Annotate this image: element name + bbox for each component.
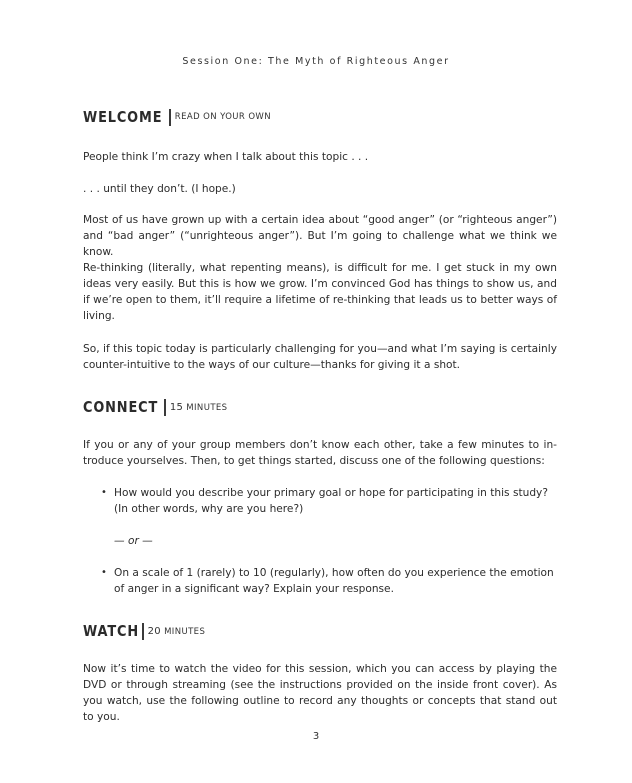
watch-minutes-label: MINUTES — [164, 626, 206, 637]
connect-question-1 — [101, 485, 557, 517]
welcome-paragraph-2: . . . until they don’t. (I hope.) — [83, 183, 236, 195]
heading-divider — [169, 109, 171, 126]
heading-divider — [142, 623, 144, 640]
welcome-title: WELCOME — [83, 108, 163, 126]
connect-question-1-text: How would you describe your primary goal or hope for participating in this study? (In other words, why are you here?) — [114, 487, 548, 515]
connect-minutes-label: MINUTES — [186, 402, 228, 413]
watch-heading — [83, 622, 205, 640]
bullet-icon: • — [101, 567, 107, 578]
watch-paragraph: Now it’s time to watch the video for this session, which you can access by playing the DVD or through streaming (see the instructions provided on the inside front cover). As you watch, use the following outline to record any thoughts or concepts that stand out to you. — [83, 663, 557, 723]
connect-duration — [170, 402, 228, 413]
welcome-paragraph-5: So, if this topic today is particularly challenging for you—and what I’m saying is certainly counter-intuitive to the ways of our culture—thanks for giving it a shot. — [83, 343, 557, 371]
running-head: Session One: The Myth of Righteous Anger — [182, 56, 450, 67]
connect-title: CONNECT — [83, 398, 159, 416]
connect-intro: If you or any of your group members don’t know each other, take a few minutes to in-troduce yourselves. Then, to get things started, discuss one of the following questions: — [83, 439, 557, 467]
welcome-paragraph-1: People think I’m crazy when I talk about this topic . . . — [83, 151, 369, 163]
connect-question-2-text: On a scale of 1 (rarely) to 10 (regularly), how often do you experience the emotion of anger in a significant way? Explain your response. — [114, 567, 554, 595]
connect-question-2 — [101, 565, 557, 597]
bullet-icon: • — [101, 487, 107, 498]
welcome-heading — [83, 108, 271, 126]
connect-heading — [83, 398, 227, 416]
welcome-paragraph-3: Most of us have grown up with a certain idea about “good anger” (or “righteous anger”) and “bad anger” (“unrighteous anger”). But I’m going to challenge what we think we know. — [83, 214, 557, 258]
welcome-subtitle: READ ON YOUR OWN — [174, 112, 271, 122]
watch-title: WATCH — [83, 622, 140, 640]
watch-duration — [148, 626, 206, 637]
heading-divider — [164, 399, 166, 416]
watch-minutes-number: 20 — [147, 625, 161, 637]
welcome-paragraph-4: Re-thinking (literally, what repenting means), is difficult for me. I get stuck in my own ideas very easily. But this is how we grow. I’m convinced God has things to show us, and if we’re open to them, it’ll require a lifetime of re-thinking that leads us to better ways of living. — [83, 262, 557, 322]
page-number: 3 — [312, 731, 320, 742]
connect-minutes-number: 15 — [169, 401, 184, 413]
or-separator: — or — — [114, 535, 153, 547]
